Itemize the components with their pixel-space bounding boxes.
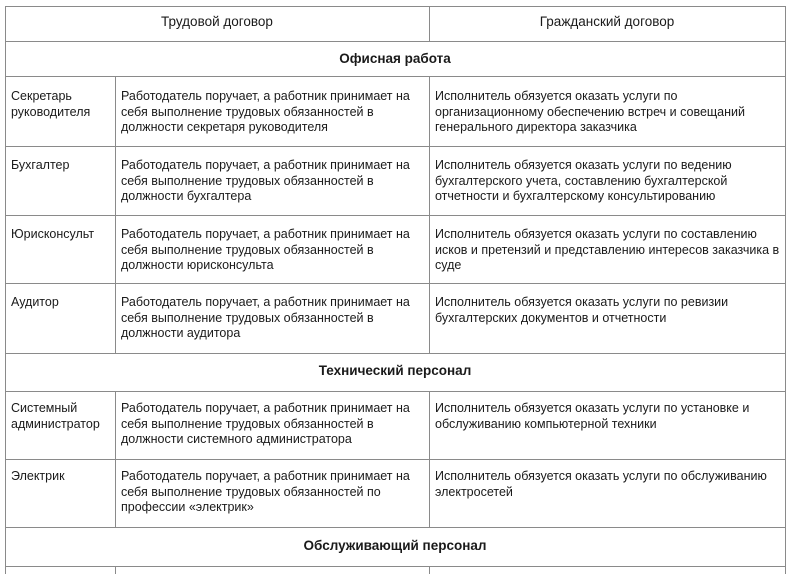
section-title-technical: Технический персонал — [318, 363, 472, 378]
position-cell: Бухгалтер — [11, 158, 70, 172]
table-rule — [115, 566, 116, 574]
labor-cell: Работодатель поручает, а работник принимает на себя выполнение трудовых обязанностей в должности аудитора — [121, 295, 410, 340]
labor-cell: Работодатель поручает, а работник принимает на себя выполнение трудовых обязанностей в должности системного администратора — [121, 401, 410, 446]
civil-cell: Исполнитель обязуется оказать услуги по ведению бухгалтерского учета, составлению бухгалтерской отчетности и бухгалтерскому консультированию — [435, 158, 732, 203]
table-rule — [5, 146, 785, 147]
table-rule — [5, 6, 6, 574]
table-rule — [5, 215, 785, 216]
table-rule — [5, 391, 785, 392]
table-rule — [5, 76, 785, 77]
civil-cell: Исполнитель обязуется оказать услуги по обслуживанию электросетей — [435, 469, 767, 499]
table-rule — [5, 566, 785, 567]
section-title-service: Обслуживающий персонал — [303, 538, 487, 553]
position-cell: Секретарь руководителя — [11, 89, 91, 119]
table-rule — [429, 76, 430, 353]
civil-cell: Исполнитель обязуется оказать услуги по организационному обеспечению встреч и совещаний генерального директора заказчика — [435, 89, 745, 134]
labor-cell: Работодатель поручает, а работник принимает на себя выполнение трудовых обязанностей в должности секретаря руководителя — [121, 89, 410, 134]
civil-cell: Исполнитель обязуется оказать услуги по установке и обслуживанию компьютерной техники — [435, 401, 750, 431]
section-title-office: Офисная работа — [339, 51, 451, 66]
table-rule — [5, 41, 785, 42]
civil-cell: Исполнитель обязуется оказать услуги по ревизии бухгалтерских документов и отчетности — [435, 295, 729, 325]
civil-cell: Исполнитель обязуется оказать услуги по составлению исков и претензий и представлению интересов заказчика в суде — [435, 227, 780, 272]
column-header-labor: Трудовой договор — [161, 14, 273, 29]
column-header-civil: Гражданский договор — [539, 14, 675, 29]
table-rule — [5, 527, 785, 528]
table-rule — [5, 459, 785, 460]
labor-cell: Работодатель поручает, а работник принимает на себя выполнение трудовых обязанностей в должности юрисконсульта — [121, 227, 410, 272]
table-rule — [5, 353, 785, 354]
table-rule — [785, 6, 786, 574]
position-cell: Аудитор — [11, 295, 59, 309]
labor-cell: Работодатель поручает, а работник принимает на себя выполнение трудовых обязанностей по профессии «электрик» — [121, 469, 410, 514]
table-rule — [115, 391, 116, 527]
table-rule — [5, 283, 785, 284]
table-rule — [5, 6, 785, 7]
table-rule — [429, 391, 430, 527]
table-rule — [429, 566, 430, 574]
position-cell: Электрик — [11, 469, 65, 483]
labor-cell: Работодатель поручает, а работник принимает на себя выполнение трудовых обязанностей в должности бухгалтера — [121, 158, 410, 203]
position-cell: Юрисконсульт — [11, 227, 95, 241]
table-rule — [115, 76, 116, 353]
position-cell: Системный администратор — [11, 401, 100, 431]
